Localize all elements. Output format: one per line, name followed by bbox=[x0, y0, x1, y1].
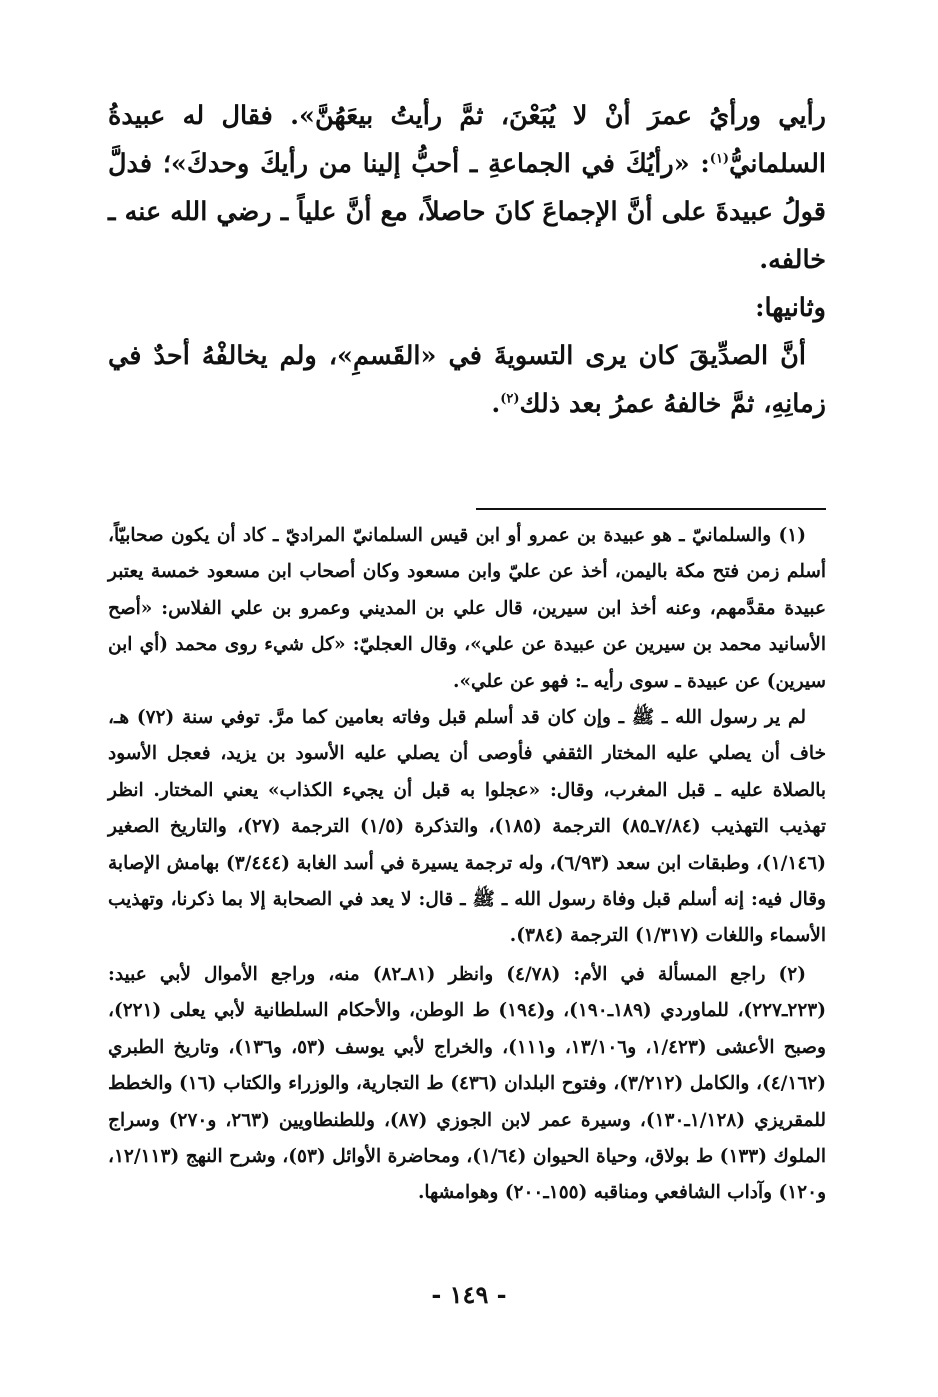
footnote-divider bbox=[476, 508, 826, 510]
footnote-2: (٢) راجع المسألة في الأم: (٤/٧٨) وانظر (٨١ـ٨٢) منه، وراجع الأموال لأبي عبيد: (٢٢٣ـ٢٢٧)، للماوردي (١٨٩ـ١٩٠)، و(١٩٤) ط الوطن، والأحكام السلطانية لأبي يعلى (٢٢١)، وصبح الأعشى (١/٤٢٣، و١٣/١٠٦، و١١١)، والخراج لأبي يوسف (٥٣، و١٣٦)، وتاريخ الطبري (٤/١٦٢)، والكامل (٣/٢١٢)، وفتوح البلدان (٤٣٦) ط التجارية، والوزراء والكتاب (١٦) والخطط للمقريزي (١/١٢٨ـ١٣٠)، وسيرة عمر لابن الجوزي (٨٧)، وللطنطاويين (٢٦٣، و٢٧٠) وسراج الملوك (١٣٣) ط بولاق، وحياة الحيوان (١/٦٤)، ومحاضرة الأوائل (٥٣)، وشرح النهج (١٢/١١٣، و١٢٠) وآداب الشافعي ومناقبه (١٥٥ـ٢٠٠) وهوامشها. bbox=[108, 963, 826, 1204]
paragraph-1-text: رأيي ورأيُ عمرَ أنْ لا يُبَعْنَ، ثمَّ رأيتُ بيعَهُنَّ». فقال له عبيدةُ السلمانيُّ bbox=[108, 101, 826, 179]
footnotes bbox=[108, 518, 826, 1212]
page-number: - ١٤٩ - bbox=[431, 1280, 507, 1309]
footnote-1-part-1: (١) والسلمانيّ ـ هو عبيدة بن عمرو أو ابن قيس السلمانيّ المراديّ ـ كاد أن يكون صحابيّاً، أسلم زمن فتح مكة باليمن، أخذ عن عليّ وابن مسعود وكان أصحاب ابن مسعود خمسة يعتبر عبيدة مقدَّمهم، وعنه أخذ ابن سيرين، قال علي بن المديني وعمرو بن علي الفلاس: «أصح الأسانيد محمد بن سيرين عن عبيدة عن علي»، وقال العجليّ: «كل شيء روى محمد (أي ابن سيرين) عن عبيدة ـ سوى رأيه ـ: فهو عن علي». bbox=[108, 525, 826, 692]
footnote-ref-1: (١) bbox=[709, 151, 730, 167]
main-text bbox=[108, 92, 826, 428]
paragraph-2-end: . bbox=[491, 389, 501, 419]
footnote-1-part-2: لم ير رسول الله ـ ﷺ ـ وإن كان قد أسلم قبل وفاته بعامين كما مرَّ. توفي سنة (٧٢) هـ، خاف أن يصلي عليه المختار الثقفي فأوصى أن يصلي عليه الأسود بن يزيد، فعجل الأسود بالصلاة عليه ـ قبل المغرب، وقال: «عجلوا به قبل أن يجيء الكذاب» يعني المختار. انظر تهذيب التهذيب (٧/٨٤ـ٨٥) الترجمة (١٨٥)، والتذكرة (١/٥) الترجمة (٢٧)، والتاريخ الصغير (١/١٤٦)، وطبقات ابن سعد (٦/٩٣)، وله ترجمة يسيرة في أسد الغابة (٣/٤٤٤) بهامش الإصابة وقال فيه: إنه أسلم قبل وفاة رسول الله ـ ﷺ ـ قال: لا يعد في الصحابة إلا بما ذكرنا، وتهذيب الأسماء واللغات (١/٣١٧) الترجمة (٣٨٤). bbox=[108, 707, 827, 947]
paragraph-2-text: أنَّ الصدِّيقَ كان يرى التسويةَ في «القَسمِ»، ولم يخالفْهُ أحدٌ في زمانِهِ، ثمَّ خالفهُ عمرُ بعد ذلك bbox=[108, 341, 826, 419]
paragraph-1-rest: : «رأيُكَ في الجماعةِ ـ أحبُّ إلينا من رأيكَ وحدكَ»؛ فدلَّ قولُ عبيدةَ على أنَّ الإجماعَ كانَ حاصلاً، مع أنَّ علياً ـ رضي الله عنه ـ خالفه. bbox=[108, 149, 826, 275]
footnote-ref-2: (٢) bbox=[500, 391, 520, 407]
section-heading: وثانيها: bbox=[755, 293, 826, 323]
paragraph-2 bbox=[108, 332, 826, 428]
paragraph-1 bbox=[108, 92, 826, 284]
